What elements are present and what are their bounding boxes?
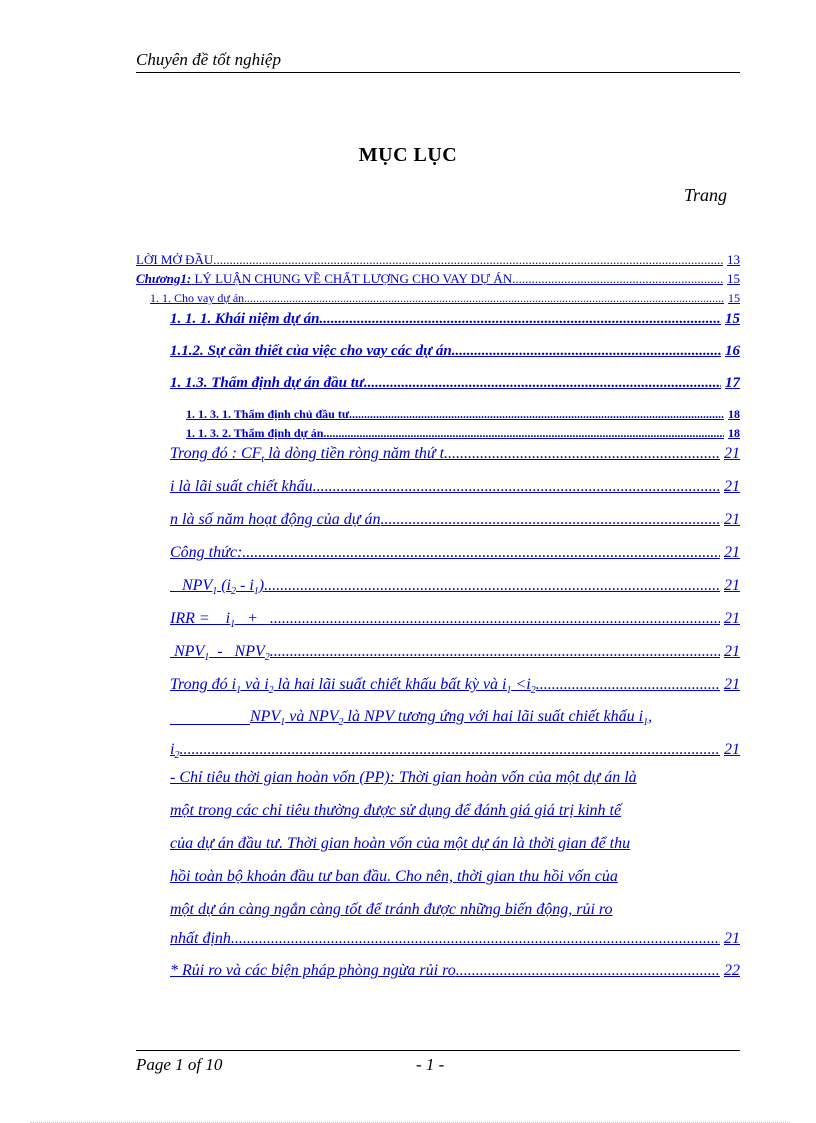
text-part: i <box>170 741 175 758</box>
toc-entry-npv-formula[interactable] <box>170 577 740 597</box>
paragraph-line: một trong các chỉ tiêu thường được sử dụng để đánh giá giá trị kinh tế <box>170 802 622 819</box>
paragraph-line: một dự án càng ngắn càng tốt để tránh được những biến động, rủi ro <box>170 901 613 918</box>
subscript: 2 <box>264 652 270 664</box>
toc-entry-text <box>170 741 179 761</box>
subscript: 2 <box>174 750 180 762</box>
toc-entry-1-1-3-2[interactable] <box>186 426 740 441</box>
toc-entry-1-1-3-1[interactable] <box>186 407 740 422</box>
text-part: NPV <box>250 708 281 725</box>
toc-page-number: 15 <box>725 311 740 327</box>
text-part: và i <box>241 676 269 693</box>
toc-page-number: 21 <box>724 577 740 594</box>
chapter-prefix: Chương1: <box>136 271 192 286</box>
toc-entry-loi-mo-dau[interactable] <box>136 252 740 268</box>
paragraph-line: của dự án đầu tư. Thời gian hoàn vốn của một dự án là thời gian để thu <box>170 835 631 852</box>
toc-entry-chuong-1[interactable] <box>136 271 740 287</box>
toc-entry-1-1-3[interactable] <box>170 375 740 392</box>
subscript: 1 <box>204 652 210 664</box>
toc-entry-trong-do-i1-i2[interactable] <box>170 676 740 696</box>
toc-page-number: 15 <box>728 291 740 305</box>
toc-entry-text <box>170 643 270 663</box>
toc-page-number: 15 <box>727 271 740 286</box>
toc-entry-text: 1. 1.3. Thẩm định dự án đầu tư <box>170 375 364 391</box>
toc-entry-cong-thuc[interactable] <box>170 544 740 562</box>
text-part: ) <box>258 577 265 594</box>
toc-dots <box>381 511 721 529</box>
toc-entry-text: i là lãi suất chiết khấu <box>170 478 313 495</box>
toc-entry-text: Công thức: <box>170 544 243 561</box>
toc-entry-trong-do-cf[interactable] <box>170 445 740 465</box>
toc-entry-text: 1.1.2. Sự cần thiết của việc cho vay các dự án <box>170 343 452 359</box>
toc-entry-nhat-dinh[interactable] <box>170 930 740 948</box>
subscript: 2 <box>338 717 344 729</box>
page-title: MỤC LỤC <box>358 144 458 166</box>
toc-page-number: 21 <box>724 643 740 660</box>
toc-entry-1-1-2[interactable] <box>170 343 740 360</box>
subscript: 2 <box>268 685 274 697</box>
footer-page-count: Page 1 of 10 <box>136 1055 223 1074</box>
toc-page-number: 21 <box>724 741 740 758</box>
toc-dots <box>456 962 720 980</box>
toc-entry-lai-suat[interactable] <box>170 478 740 496</box>
toc-dots <box>270 610 720 628</box>
toc-page-number: 21 <box>724 676 740 693</box>
toc-entry-text <box>170 445 444 465</box>
toc-page-number: 21 <box>724 511 740 528</box>
text-part: là NPV tương ứng với hai lãi suất chiết khấu i <box>343 708 644 725</box>
subscript: 2 <box>231 586 236 598</box>
toc-page-number: 16 <box>725 343 740 359</box>
toc-page-number: 21 <box>724 610 740 627</box>
toc-entry-text <box>170 577 264 597</box>
footer-page-number: - 1 - <box>416 1055 445 1074</box>
toc-page-number: 22 <box>724 962 740 979</box>
toc-entry-text: 1. 1. 3. 1. Thẩm định chủ đầu tư <box>186 407 350 421</box>
toc-dots <box>536 676 720 694</box>
toc-entry-text: 1. 1. 1. Khái niệm dự án <box>170 311 320 327</box>
toc-page-number: 17 <box>725 375 740 391</box>
toc-dots <box>313 478 720 496</box>
text-part: NPV <box>170 643 205 660</box>
toc-page-number: 18 <box>728 407 740 421</box>
subscript: 1 <box>506 685 512 697</box>
toc-entry-npv-diff[interactable] <box>170 643 740 663</box>
text-part: IRR = i <box>170 610 231 627</box>
text-part: <i <box>511 676 531 693</box>
subscript: 1 <box>236 685 242 697</box>
toc-dots <box>179 741 720 759</box>
text-part: là dòng tiền ròng năm thứ t <box>264 445 445 462</box>
toc-dots <box>452 343 721 360</box>
text-part: , <box>648 708 653 725</box>
subscript: 1 <box>212 586 218 598</box>
subscript: 2 <box>530 685 536 697</box>
toc-entry-text: 1. 1. 3. 2. Thẩm định dự án <box>186 426 324 440</box>
text-part: - i <box>236 577 254 594</box>
toc-page-number: 21 <box>724 544 740 561</box>
toc-entry-text: nhất định. <box>170 930 235 947</box>
toc-entry-1-1[interactable] <box>150 291 740 306</box>
toc-page-number: 21 <box>724 930 740 947</box>
toc-entry-text: n là số năm hoạt động của dự án <box>170 511 381 528</box>
toc-entry-text: LỜI MỞ ĐẦU <box>136 252 214 267</box>
trang-label: Trang <box>684 185 728 205</box>
text-part: (i <box>217 577 231 594</box>
toc-dots <box>244 291 724 306</box>
toc-entry-npv1-npv2[interactable] <box>250 708 742 728</box>
subscript: 1 <box>643 717 649 729</box>
toc-dots <box>213 252 723 268</box>
toc-entry-1-1-1[interactable] <box>170 311 740 328</box>
toc-dots <box>323 426 724 441</box>
toc-entry-irr[interactable] <box>170 610 740 630</box>
toc-dots <box>270 643 720 661</box>
text-part: là hai lãi suất chiết khấu bất kỳ và i <box>273 676 507 693</box>
toc-entry-text <box>250 708 652 728</box>
chapter-title: LÝ LUẬN CHUNG VỀ CHẤT LƯỢNG CHO VAY DỰ ÁN <box>191 271 513 286</box>
text-part: Trong đó : CF <box>170 445 262 462</box>
toc-dots <box>242 544 720 562</box>
toc-page-number: 18 <box>728 426 740 440</box>
text-part: và NPV <box>285 708 339 725</box>
toc-entry-i2[interactable] <box>170 741 740 761</box>
toc-page-number: 21 <box>724 445 740 462</box>
toc-page-number: 13 <box>727 252 740 267</box>
toc-dots <box>364 375 721 392</box>
toc-dots <box>444 445 720 463</box>
subscript: t <box>261 454 265 466</box>
text-part: Trong đó i <box>170 676 237 693</box>
toc-entry-so-nam[interactable] <box>170 511 740 529</box>
toc-entry-text <box>136 271 512 287</box>
toc-dots <box>264 577 720 595</box>
toc-entry-text <box>170 610 270 630</box>
subscript: 1 <box>253 586 259 598</box>
toc-dots <box>512 271 723 287</box>
toc-dots <box>235 930 720 948</box>
toc-entry-rui-ro[interactable] <box>170 962 740 980</box>
subscript: 1 <box>280 717 286 729</box>
paragraph-line: hồi toàn bộ khoản đầu tư ban đầu. Cho nên, thời gian thu hồi vốn của <box>170 868 618 885</box>
header-text: Chuyên đề tốt nghiệp <box>136 50 281 69</box>
paragraph-line: - Chỉ tiêu thời gian hoàn vốn (PP): Thời gian hoàn vốn của một dự án là <box>170 769 637 786</box>
page-footer <box>136 1050 740 1075</box>
toc-entry-text: * Rủi ro và các biện pháp phòng ngừa rủi ro <box>170 962 456 979</box>
toc-page-number: 21 <box>724 478 740 495</box>
text-part: + <box>235 610 270 627</box>
text-part: NPV <box>170 577 213 594</box>
toc-entry-text <box>170 676 536 696</box>
toc-dots <box>349 407 724 422</box>
subscript: 1 <box>230 619 236 631</box>
text-part: - NPV <box>209 643 265 660</box>
toc-dots <box>319 311 721 328</box>
toc-entry-text: 1. 1. Cho vay dự án <box>150 291 245 305</box>
underline-indent <box>170 724 250 725</box>
